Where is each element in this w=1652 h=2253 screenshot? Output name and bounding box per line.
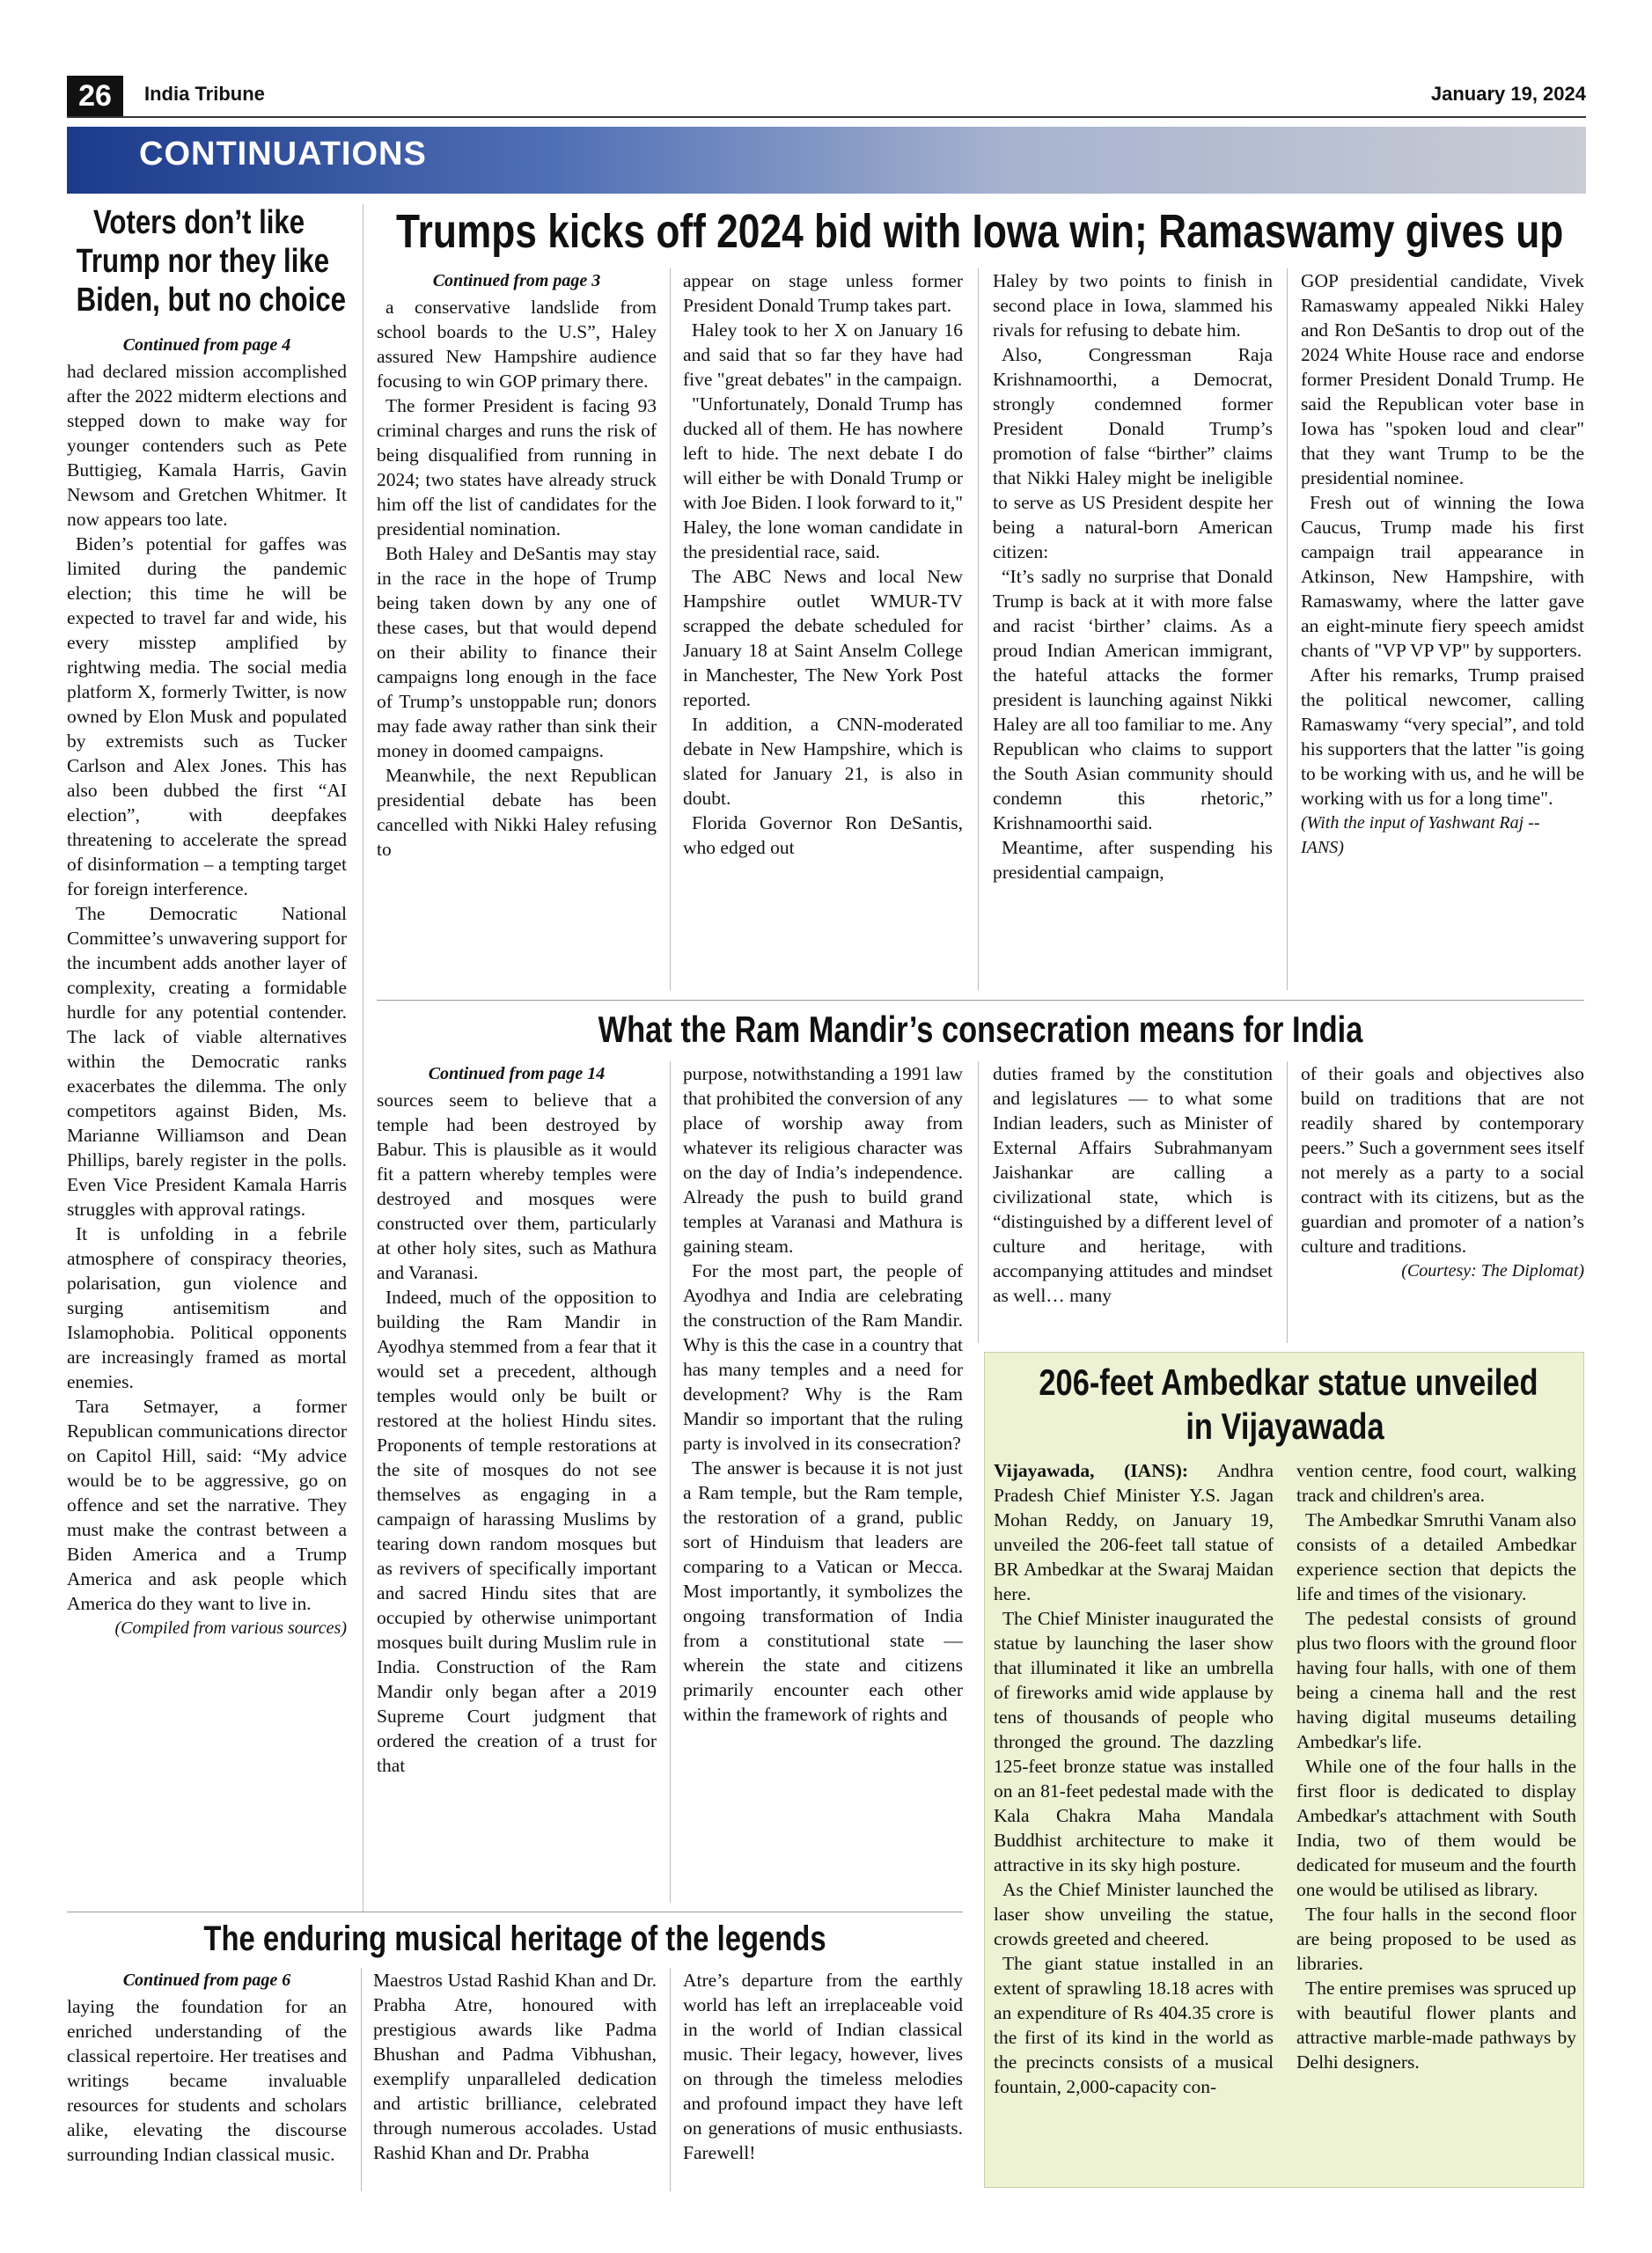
music-column-3 [683,1968,963,2191]
trump-col-divider-1 [670,268,671,990]
voters-paragraph: The Democratic National Committee’s unwavering support for the incumbent adds another layer of complexity, creating a formidable hurdle for any potential contender. The lack of viable alternatives within the Democratic ranks exacerbates the dilemma. The only competitors against Biden, Ms. Marianne Williamson and Dean Phillips, barely register in the polls. Even Vice President Kamala Harris struggles with approval ratings. [67,903,347,1220]
ram-continued-from: Continued from page 14 [428,1064,606,1083]
trump-bottom-rule [377,1000,1584,1001]
page-number: 26 [67,76,123,116]
section-banner [67,127,1586,194]
trump-paragraph: After his remarks, Trump praised the political newcomer, calling Ramaswamy “very special”, and told his supporters that the latter "is going to be working with us, and he will be working with us for a long time". [1301,664,1584,809]
trump-paragraph: Also, Congressman Raja Krishnamoorthi, a Democrat, strongly condemned former President Donald Trump’s promotion of false “birther” claims that Nikki Haley might be ineligible to serve as US President despite her being a natural-born American citizen: [993,344,1273,562]
ambedkar-column-2 [1296,1458,1576,2180]
ambedkar-paragraph: The entire premises was spruced up with beautiful flower plants and attractive marble-made pathways by Delhi designers. [1296,1978,1576,2073]
ram-paragraph: Indeed, much of the opposition to building the Ram Mandir in Ayodhya stemmed from a fear that it would set a precedent, although temples would only be built or restored at the holiest Hindu sites. Proponents of temple restorations at the site of mosques do not see themselves as engaging in a campaign of harassing Muslims by tearing down random mosques but as revivers of specifically important and sacred Hindu sites that are occupied by otherwise unimportant mosques built during Muslim rule in India. Construction of the Ram Mandir only began after a 2019 Supreme Court judgment that ordered the creation of a trust for that [377,1287,657,1776]
ambedkar-headline-line-2: in Vijayawada [1186,1405,1384,1447]
ambedkar-paragraph: vention centre, food court, walking track and children's area. [1296,1460,1576,1506]
voters-body-column [67,333,347,1902]
trump-paragraph: The ABC News and local New Hampshire outlet WMUR-TV scrapped the debate scheduled for January 18 at Saint Anselm College in Manchester, The New York Post reported. [683,566,963,710]
ambedkar-dateline: Vijayawada, (IANS): [994,1460,1189,1481]
trump-column-4 [1301,268,1584,990]
trump-paragraph: Meantime, after suspending his presidential campaign, [993,837,1273,883]
trump-credit: (With the input of Yashwant Raj -- IANS) [1301,813,1540,857]
music-paragraph: laying the foundation for an enriched understanding of the classical repertoire. Her treatises and writings became invaluable resources for students and scholars alike, elevating the discourse surrounding Indian classical music. [67,1996,347,2165]
trump-column-3 [993,268,1273,990]
voters-continued-from: Continued from page 4 [122,335,291,355]
voters-paragraph: It is unfolding in a febrile atmosphere of conspiracy theories, polarisation, gun violence and surging antisemitism and Islamophobia. Political opponents are increasingly framed as mortal enemies. [67,1223,347,1392]
ram-paragraph: of their goals and objectives also build on traditions that are not readily shared by contemporary peers.” Such a government sees itself not merely as a party to a social contract with its citizens, but as the guardian and promoter of a nation’s culture and traditions. [1301,1063,1584,1257]
ram-paragraph: duties framed by the constitution and legislatures — to what some Indian leaders, such as Minister of External Affairs Subrahmanyam Jaishankar are calling a civilizational state, which is “distinguished by a different level of culture and heritage, with accompanying attitudes and mindset as well… many [993,1063,1273,1306]
voters-headline-line-3: Biden, but no choice [76,282,347,319]
ambedkar-paragraph: The giant statue installed in an extent of sprawling 18.18 acres with an expenditure of Rs 404.35 crore is the first of its kind in the world as the precincts consists of a musical fountain, 2,000-capacity con- [994,1953,1274,2097]
ambedkar-column-1 [994,1458,1274,2180]
trump-paragraph: “It’s sadly no surprise that Donald Trump is back at it with more false and racist ‘birther’ claims. As a proud Indian American immigrant, the hateful attacks the former president is launching against Nikki Haley are all too familiar to me. Any Republican who claims to support the South Asian community should condemn this rhetoric,” Krishnamoorthi said. [993,566,1273,833]
trump-paragraph: The former President is facing 93 criminal charges and runs the risk of being disqualified from running in 2024; two states have already struck him off the list of candidates for the presidential nomination. [377,395,657,539]
music-paragraph: Atre’s departure from the earthly world has left an irreplaceable void in the world of Indian classical music. Their legacy, however, lives on through the timeless melodies and profound impact they have left on generations of music enthusiasts. Farewell! [683,1970,963,2163]
ram-paragraph: purpose, notwithstanding a 1991 law that prohibited the conversion of any place of worship away from whatever its religious character was on the day of India’s independence. Already the push to build grand temples at Varanasi and Mathura is gaining steam. [683,1063,963,1257]
ram-paragraph: sources seem to believe that a temple had been destroyed by Babur. This is plausible as it would fit a pattern whereby temples were destroyed and mosques were constructed over them, particularly at other holy sites, such as Mathura and Varanasi. [377,1090,657,1283]
trump-paragraph: In addition, a CNN-moderated debate in New Hampshire, which is slated for January 21, is also in doubt. [683,714,963,809]
trump-headline: Trumps kicks off 2024 bid with Iowa win; Ramaswamy gives up [396,205,1564,258]
music-headline: The enduring musical heritage of the legends [203,1919,826,1958]
folio-divider [67,116,1586,118]
ram-column-2 [683,1061,963,1903]
ram-credit: (Courtesy: The Diplomat) [1401,1261,1584,1281]
issue-date: January 19, 2024 [1430,83,1586,105]
ram-paragraph: For the most part, the people of Ayodhya and India are celebrating the construction of the Ram Mandir. Why is this the case in a country that has many temples and a need for development? Why is the Ram Mandir so important that the ruling party is involved in its consecration? [683,1260,963,1454]
ambedkar-paragraph: The four halls in the second floor are being proposed to be used as libraries. [1296,1904,1576,1974]
voters-paragraph: Biden’s potential for gaffes was limited during the pandemic election; this time he will be expected to travel far and wide, his every misstep amplified by rightwing media. The social media platform X, formerly Twitter, is now owned by Elon Musk and populated by extremists such as Tucker Carlson and Alex Jones. This has also been dubbed the first “AI election”, with deepfakes threatening to accelerate the spread of disinformation – a tempting target for foreign interference. [67,533,347,899]
ambedkar-paragraph: The Chief Minister inaugurated the statue by launching the laser show that illuminated it like an umbrella of fireworks amid wide applause by tens of thousands of people who thronged the ground. The dazzling 125-feet bronze statue was installed on an 81-feet pedestal made with the Kala Chakra Maha Mandala Buddhist architecture to make it attractive in its sky high posture. [994,1608,1274,1875]
ram-col-divider-3 [1287,1061,1288,1343]
voters-headline-line-2: Trump nor they like [76,243,330,280]
trump-column-2 [683,268,963,990]
ram-headline: What the Ram Mandir’s consecration means for India [598,1009,1363,1050]
trump-paragraph: Both Haley and DeSantis may stay in the race in the hope of Trump being taken down by any one of these cases, but that would depend on their ability to finance their campaigns long enough in the face of Trump’s unstoppable run; donors may fade away rather than sink their money in doomed campaigns. [377,543,657,761]
trump-column-1 [377,268,657,990]
ambedkar-paragraph: As the Chief Minister launched the laser show unveiling the statue, crowds greeted and cheered. [994,1879,1274,1949]
ambedkar-paragraph: The pedestal consists of ground plus two floors with the ground floor having four halls, with one of them being a cinema hall and the rest having digital museums detailing Ambedkar's life. [1296,1608,1576,1752]
trump-paragraph: Haley took to her X on January 16 and said that so far they have had five "great debates" in the campaign. [683,319,963,390]
trump-paragraph: appear on stage unless former President Donald Trump takes part. [683,270,963,316]
ram-column-4 [1301,1061,1584,1343]
trump-paragraph: Meanwhile, the next Republican presidential debate has been cancelled with Nikki Haley refusing to [377,765,657,860]
ambedkar-box [984,1352,1584,2188]
voters-headline-line-1: Voters don’t like [92,204,305,241]
paper-name: India Tribune [144,83,265,105]
trump-paragraph: Fresh out of winning the Iowa Caucus, Trump made his first campaign trail appearance in Atkinson, New Hampshire, with Ramaswamy, where the latter gave an eight-minute fiery speech amidst chants of "VP VP VP" by supporters. [1301,492,1584,661]
trump-paragraph: Haley by two points to finish in second place in Iowa, slammed his rivals for refusing to debate him. [993,270,1273,341]
music-col-divider-2 [670,1968,671,2191]
music-column-1 [67,1968,347,2191]
ambedkar-lead-text: Andhra Pradesh Chief Minister Y.S. Jagan Mohan Reddy, on January 19, unveiled the 206-feet tall statue of BR Ambedkar at the Swaraj Maidan here. [994,1460,1274,1604]
music-paragraph: Maestros Ustad Rashid Khan and Dr. Prabha Atre, honoured with prestigious awards like Padma Bhushan and Padma Vibhushan, exemplify unparalleled dedication and artistic brilliance, celebrated through numerous accolades. Ustad Rashid Khan and Dr. Prabha [373,1970,657,2163]
ambedkar-paragraph [994,1458,1274,1606]
trump-continued-from: Continued from page 3 [432,271,601,290]
trump-col-divider-3 [1287,268,1288,990]
trump-paragraph: Florida Governor Ron DeSantis, who edged out [683,812,963,858]
ram-column-3 [993,1061,1273,1343]
trump-paragraph: "Unfortunately, Donald Trump has ducked all of them. He has nowhere left to hide. The next debate I do will either be with Donald Trump or with Joe Biden. I look forward to it," Haley, the lone woman candidate in the presidential race, said. [683,393,963,562]
ambedkar-paragraph: While one of the four halls in the first floor is dedicated to display Ambedkar's attachment with South India, two of them would be dedicated for museum and the fourth one would be utilised as library. [1296,1756,1576,1900]
ram-paragraph: The answer is because it is not just a Ram temple, but the Ram temple, the restoration of a grand, public sort of Hinduism that leaders are comparing to a Vatican or Mecca. Most importantly, it symbolizes the ongoing transformation of India from a constitutional state — wherein the state and citizens primarily encounter each other within the framework of rights and [683,1457,963,1725]
voters-paragraph: Tara Setmayer, a former Republican communications director on Capitol Hill, said: “My advice would be to be aggressive, go on offence and set the narrative. They must make the contrast between a Biden America and a Trump America and ask people which America do they want to live in. [67,1396,347,1614]
page-folio [67,76,1586,116]
music-col-divider-1 [361,1968,362,2191]
trump-paragraph: GOP presidential candidate, Vivek Ramaswamy appealed Nikki Haley and Ron DeSantis to drop out of the 2024 White House race and endorse former President Donald Trump. He said the Republican voter base in Iowa has "spoken loud and clear" that they want Trump to be the presidential nominee. [1301,270,1584,488]
ram-column-1 [377,1061,657,1903]
ambedkar-paragraph: The Ambedkar Smruthi Vanam also consists of a detailed Ambedkar experience section that depicts the life and times of the visionary. [1296,1509,1576,1604]
ambedkar-headline-line-1: 206-feet Ambedkar statue unveiled [1039,1361,1538,1403]
section-title: CONTINUATIONS [139,136,427,172]
music-continued-from: Continued from page 6 [122,1970,291,1990]
voters-credit: (Compiled from various sources) [114,1618,347,1638]
ram-col-divider-2 [978,1061,979,1343]
ram-col-divider-1 [670,1061,671,1903]
trump-col-divider-2 [978,268,979,990]
voters-paragraph: had declared mission accomplished after the 2022 midterm elections and stepped down to make way for younger contenders such as Pete Buttigieg, Kamala Harris, Gavin Newsom and Gretchen Whitmer. It now appears too late. [67,361,347,530]
trump-paragraph: a conservative landslide from school boards to the U.S”, Haley assured New Hampshire audience focusing to win GOP primary there. [377,297,657,392]
music-column-2 [373,1968,657,2191]
